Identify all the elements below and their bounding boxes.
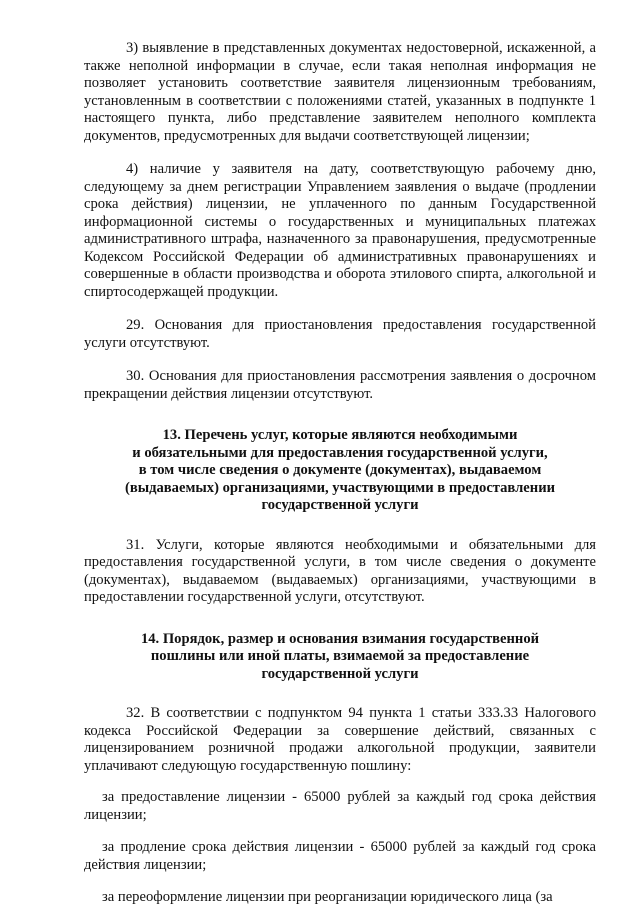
paragraph-29: 29. Основания для приостановления предоставления государственной услуги отсутствуют. — [84, 317, 596, 351]
heading-14-line-2: пошлины или иной платы, взимаемой за предоставление — [150, 648, 530, 664]
heading-13-line-3: в том числе сведения о документе (документах), выдаваемом — [138, 462, 542, 478]
fee-item-issue: за предоставление лицензии - 65000 рублей за каждый год срока действия лицензии; — [84, 789, 596, 823]
section-heading-13 — [84, 427, 596, 515]
heading-13-line-5: государственной услуги — [261, 497, 419, 513]
paragraph-31: 31. Услуги, которые являются необходимыми и обязательными для предоставления государственной услуги, в том числе сведения о документе (документах), выдаваемом (выдаваемых) организациями, участвующими в предоставлении государственной услуги, отсутствуют. — [84, 536, 596, 605]
heading-13-line-1: 13. Перечень услуг, которые являются необходимыми — [162, 427, 518, 443]
paragraph-item-3: 3) выявление в представленных документах недостоверной, искаженной, а также неполной информации в случае, если такая неполная информация не позволяет установить соответствие заявителя лицензионным требованиям, установленным в соответствии с положениями статей, указанных в подпункте 1 настоящего пункта, либо представление заявителем неполного комплекта документов, предусмотренных для выдачи соответствующей лицензии; — [84, 40, 596, 144]
heading-13-line-2: и обязательными для предоставления государственной услуги, — [132, 444, 548, 461]
heading-14-line-1: 14. Порядок, размер и основания взимания государственной — [140, 630, 540, 647]
heading-13-line-4: (выдаваемых) организациями, участвующими в предоставлении — [124, 479, 556, 496]
fee-item-extension: за продление срока действия лицензии - 65000 рублей за каждый год срока действия лицензии; — [84, 839, 596, 873]
paragraph-30: 30. Основания для приостановления рассмотрения заявления о досрочном прекращении действия лицензии отсутствуют. — [84, 368, 596, 402]
fee-item-reissue: за переоформление лицензии при реорганизации юридического лица (за — [102, 889, 553, 905]
heading-14-line-3: государственной услуги — [261, 665, 419, 682]
document-page — [84, 40, 596, 922]
paragraph-item-4: 4) наличие у заявителя на дату, соответствующую рабочему дню, следующему за днем регистрации Управлением заявления о выдаче (продлении срока действия) лицензии, не уплаченного по данным Государственной информационной системы о государственных и муниципальных платежах административного штрафа, назначенного за правонарушения, предусмотренные Кодексом Российской Федерации об административных правонарушениях и совершенные в области производства и оборота этилового спирта, алкогольной и спиртосодержащей продукции. — [84, 161, 596, 300]
paragraph-32: 32. В соответствии с подпунктом 94 пункта 1 статьи 333.33 Налогового кодекса Российской Федерации за совершение действий, связанных с лицензированием розничной продажи алкогольной продукции, заявители уплачивают следующую государственную пошлину: — [84, 705, 596, 774]
section-heading-14 — [84, 631, 596, 684]
